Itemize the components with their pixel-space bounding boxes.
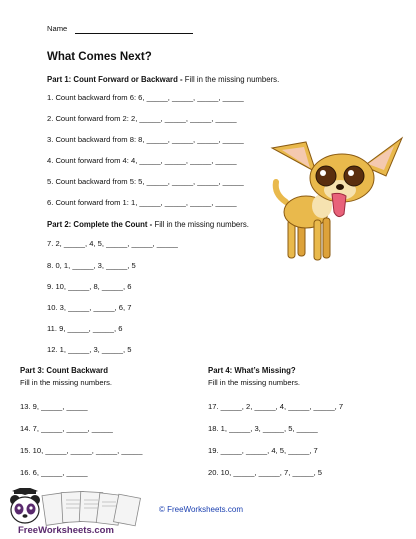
panda-icon <box>10 488 40 523</box>
part4-item-19: 19. _____, _____, 4, 5, _____, 7 <box>208 446 318 455</box>
part2-item-12: 12. 1, _____, 3, _____, 5 <box>47 345 132 354</box>
part3-item-16: 16. 6, _____, _____ <box>20 468 88 477</box>
part3-instruction: Fill in the missing numbers. <box>20 378 113 387</box>
name-label: Name <box>47 24 68 33</box>
part1-item-5: 5. Count backward from 5: 5, _____, _____, _____, _____ <box>47 177 244 186</box>
part2-item-7: 7. 2, _____, 4, 5, _____, _____, _____ <box>47 239 178 248</box>
part3-item-15: 15. 10, _____, _____, _____, _____ <box>20 446 143 455</box>
copyright-link[interactable]: © FreeWorksheets.com <box>159 505 243 514</box>
part1-item-3: 3. Count backward from 8: 8, _____, _____, _____, _____ <box>47 135 244 144</box>
part4-instruction: Fill in the missing numbers. <box>208 378 301 387</box>
worksheet-thumbnails-icon <box>42 491 140 525</box>
part2-item-11: 11. 9, _____, _____, 6 <box>47 324 123 333</box>
part3-item-14: 14. 7, _____, _____, _____ <box>20 424 113 433</box>
part3-item-13: 13. 9, _____, _____ <box>20 402 88 411</box>
part2-item-10: 10. 3, _____, _____, 6, 7 <box>47 303 132 312</box>
part4-heading: Part 4: What’s Missing? <box>208 366 296 375</box>
logo-text: FreeWorksheets.com <box>18 525 114 536</box>
part4-item-17: 17. _____, 2, _____, 4, _____, _____, 7 <box>208 402 344 411</box>
part4-item-18: 18. 1, _____, 3, _____, 5, _____ <box>208 424 318 433</box>
part2-item-9: 9. 10, _____, 8, _____, 6 <box>47 282 132 291</box>
page-title: What Comes Next? <box>47 51 152 63</box>
part1-item-2: 2. Count forward from 2: 2, _____, _____, _____, _____ <box>47 114 237 123</box>
part3-heading: Part 3: Count Backward <box>20 366 108 375</box>
part2-heading: Part 2: Complete the Count - Fill in the missing numbers. <box>47 220 249 229</box>
part1-heading: Part 1: Count Forward or Backward - Fill in the missing numbers. <box>47 75 280 84</box>
part2-item-8: 8. 0, 1, _____, 3, _____, 5 <box>47 261 136 270</box>
part4-item-20: 20. 10, _____, _____, 7, _____, 5 <box>208 468 323 477</box>
part1-item-6: 6. Count forward from 1: 1, _____, _____, _____, _____ <box>47 198 237 207</box>
part1-item-1: 1. Count backward from 6: 6, _____, _____, _____, _____ <box>47 93 244 102</box>
name-field[interactable] <box>75 33 193 34</box>
part1-item-4: 4. Count forward from 4: 4, _____, _____, _____, _____ <box>47 156 237 165</box>
chihuahua-illustration <box>268 132 408 272</box>
